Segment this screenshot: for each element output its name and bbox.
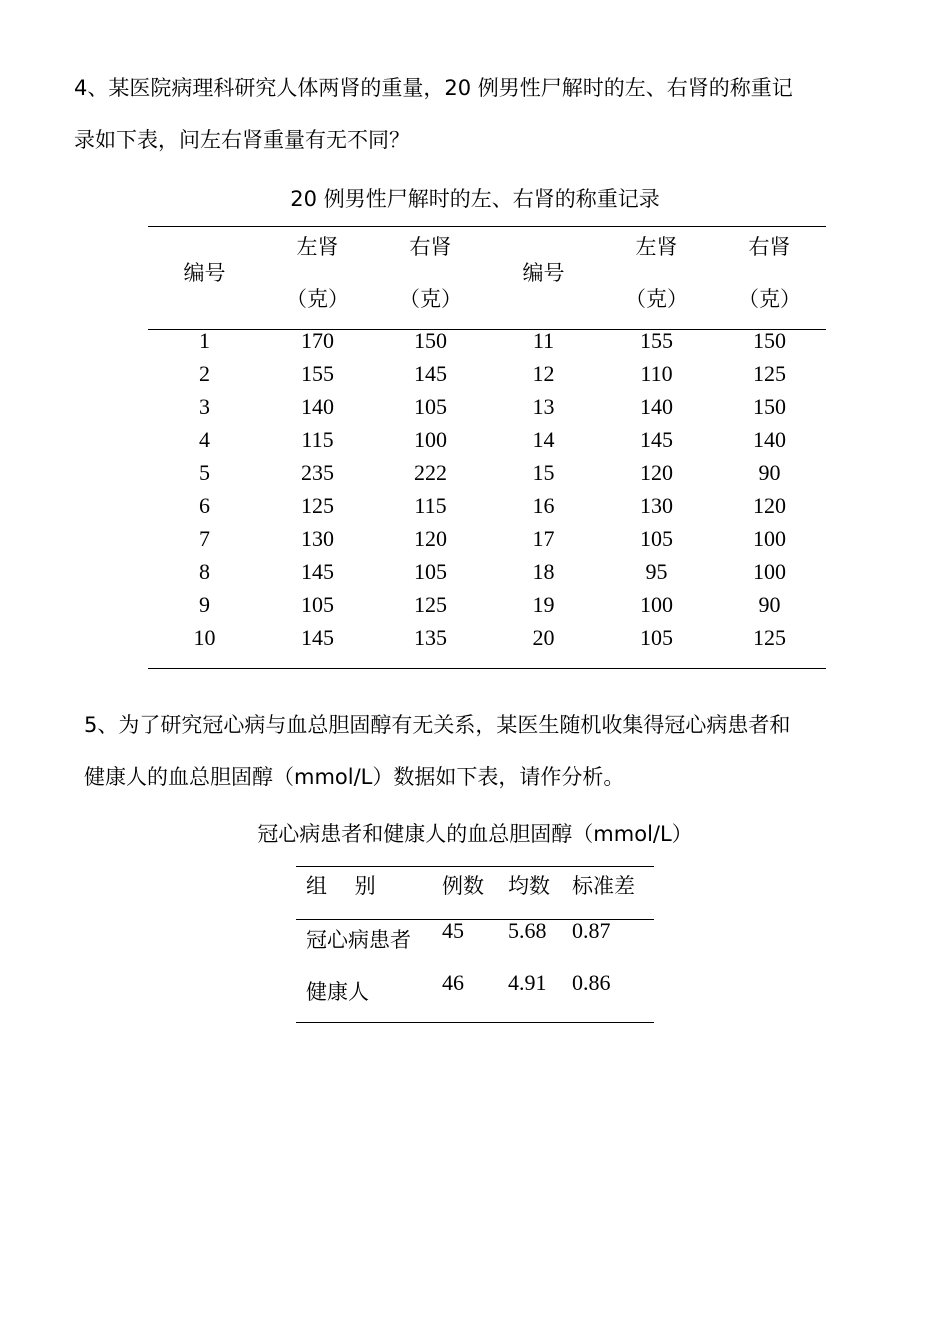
row-left-1: 140	[301, 394, 334, 419]
table-body	[148, 330, 826, 660]
table-row	[148, 462, 826, 495]
row-left-1: 155	[301, 361, 334, 386]
row-right-1: 105	[414, 394, 447, 419]
table-bottom-rule	[148, 668, 826, 669]
table-header	[296, 867, 654, 920]
cholesterol-table	[296, 866, 654, 1024]
row-id-2: 13	[532, 394, 555, 419]
row-id-2: 20	[532, 625, 555, 650]
row-id-1: 10	[193, 625, 216, 650]
row-id-1: 6	[199, 493, 210, 518]
row-left-1: 235	[301, 460, 334, 485]
table-bottom-rule	[296, 1022, 654, 1023]
table-row	[296, 972, 654, 1024]
row-left-1: 170	[301, 328, 334, 353]
row-left-2: 155	[640, 328, 673, 353]
row-right-1: 115	[414, 493, 447, 518]
header-right-1: 右肾	[409, 235, 452, 259]
kidney-weight-table	[148, 226, 826, 669]
q5-text-line1: 5、为了研究冠心病与血总胆固醇有无关系，某医生随机收集得冠心病患者和	[84, 713, 791, 737]
row-left-1: 105	[301, 592, 334, 617]
header-left-1: 左肾	[296, 235, 339, 259]
row-left-2: 105	[640, 526, 673, 551]
row-right-2: 125	[753, 361, 786, 386]
table-row	[148, 495, 826, 528]
row-id-1: 7	[199, 526, 210, 551]
header-mean: 均数	[508, 874, 550, 898]
row-left-2: 145	[640, 427, 673, 452]
row-id-2: 12	[532, 361, 555, 386]
row-id-1: 3	[199, 394, 210, 419]
row-right-2: 150	[753, 328, 786, 353]
row-sd: 0.87	[572, 918, 611, 943]
row-mean: 4.91	[508, 970, 547, 995]
row-right-2: 140	[753, 427, 786, 452]
table-header	[148, 227, 826, 330]
row-group: 冠心病患者	[306, 928, 411, 952]
table-row	[148, 363, 826, 396]
row-right-1: 105	[414, 559, 447, 584]
row-right-1: 222	[414, 460, 447, 485]
row-left-1: 125	[301, 493, 334, 518]
row-id-1: 8	[199, 559, 210, 584]
row-left-1: 115	[301, 427, 334, 452]
row-left-2: 130	[640, 493, 673, 518]
row-id-1: 5	[199, 460, 210, 485]
q4-table-caption: 20 例男性尸解时的左、右肾的称重记录	[290, 187, 660, 211]
row-left-2: 140	[640, 394, 673, 419]
table-row	[148, 396, 826, 429]
row-right-2: 120	[753, 493, 786, 518]
row-id-2: 19	[532, 592, 555, 617]
row-left-2: 120	[640, 460, 673, 485]
header-right-unit-2: （克）	[738, 287, 801, 311]
row-n: 46	[442, 970, 464, 995]
row-right-2: 90	[758, 592, 781, 617]
table-row	[148, 594, 826, 627]
row-id-2: 15	[532, 460, 555, 485]
row-left-1: 130	[301, 526, 334, 551]
row-right-2: 125	[753, 625, 786, 650]
header-left-unit-2: （克）	[625, 287, 688, 311]
row-right-2: 150	[753, 394, 786, 419]
q4-text-line1: 4、某医院病理科研究人体两肾的重量，20 例男性尸解时的左、右肾的称重记	[74, 76, 793, 100]
row-id-1: 1	[199, 328, 210, 353]
header-n: 例数	[442, 874, 484, 898]
row-left-1: 145	[301, 559, 334, 584]
row-right-1: 125	[414, 592, 447, 617]
row-left-2: 95	[645, 559, 668, 584]
row-right-1: 100	[414, 427, 447, 452]
row-mean: 5.68	[508, 918, 547, 943]
q5-text-line2: 健康人的血总胆固醇（mmol/L）数据如下表，请作分析。	[84, 765, 625, 789]
header-group: 组 别	[306, 874, 376, 898]
header-right-unit-1: （克）	[399, 287, 462, 311]
row-id-2: 16	[532, 493, 555, 518]
row-id-1: 2	[199, 361, 210, 386]
table-row	[148, 627, 826, 660]
q5-table-caption: 冠心病患者和健康人的血总胆固醇（mmol/L）	[257, 822, 693, 846]
row-id-2: 11	[532, 328, 555, 353]
table-row	[148, 561, 826, 594]
table-row	[148, 429, 826, 462]
row-left-2: 100	[640, 592, 673, 617]
row-right-1: 145	[414, 361, 447, 386]
header-left-2: 左肾	[635, 235, 678, 259]
row-n: 45	[442, 918, 464, 943]
row-id-1: 9	[199, 592, 210, 617]
row-right-2: 100	[753, 526, 786, 551]
header-id-2: 编号	[522, 261, 565, 285]
row-sd: 0.86	[572, 970, 611, 995]
table-row	[148, 528, 826, 561]
header-right-2: 右肾	[748, 235, 791, 259]
row-right-2: 100	[753, 559, 786, 584]
row-right-1: 120	[414, 526, 447, 551]
row-id-1: 4	[199, 427, 210, 452]
row-group: 健康人	[306, 980, 369, 1004]
header-left-unit-1: （克）	[286, 287, 349, 311]
header-id-1: 编号	[183, 261, 226, 285]
row-id-2: 18	[532, 559, 555, 584]
header-sd: 标准差	[572, 874, 635, 898]
q4-text-line2: 录如下表，问左右肾重量有无不同？	[74, 128, 410, 152]
row-left-2: 105	[640, 625, 673, 650]
row-right-2: 90	[758, 460, 781, 485]
row-right-1: 150	[414, 328, 447, 353]
row-left-1: 145	[301, 625, 334, 650]
table-row	[296, 920, 654, 972]
row-right-1: 135	[414, 625, 447, 650]
table-row	[148, 330, 826, 363]
row-id-2: 17	[532, 526, 555, 551]
row-id-2: 14	[532, 427, 555, 452]
row-left-2: 110	[640, 361, 673, 386]
